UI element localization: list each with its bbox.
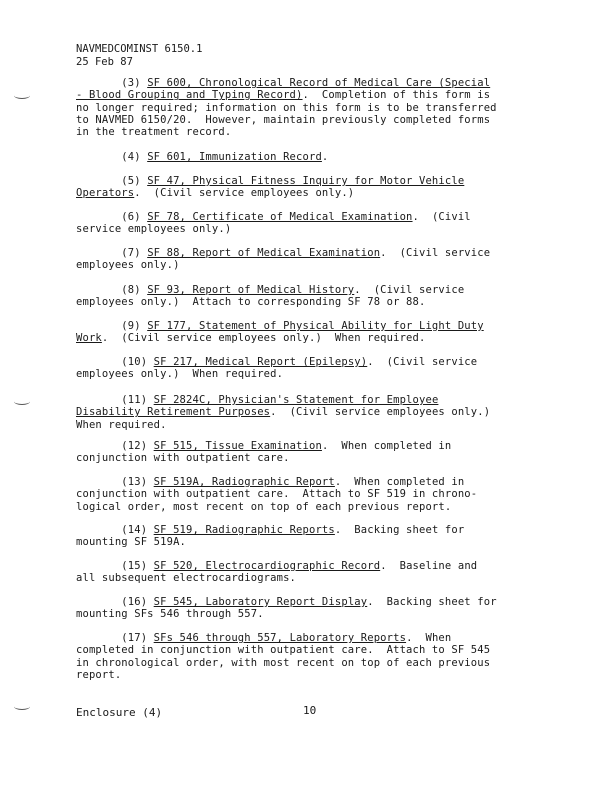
item-paragraph	[76, 151, 546, 163]
item-number: (7)	[76, 247, 148, 259]
item-text: mounting SF 519A.	[76, 536, 187, 549]
item-text: . When completed in	[321, 440, 452, 452]
item-number: (16)	[76, 596, 154, 608]
item-paragraph	[76, 175, 546, 200]
item-number: (12)	[76, 440, 154, 452]
item-text: . Backing sheet for	[334, 524, 465, 536]
form-title: SF 93, Report of Medical History	[147, 284, 355, 296]
form-title: SF 78, Certificate of Medical Examination	[147, 211, 413, 223]
page-number: 10	[303, 704, 317, 717]
item-text: report.	[76, 668, 122, 681]
item-text: logical order, most recent on top of each previous report.	[76, 500, 452, 513]
item-text: conjunction with outpatient care.	[76, 452, 290, 465]
item-number: (10)	[76, 356, 154, 368]
form-title: SF 2824C, Physician's Statement for Employee	[153, 394, 439, 406]
form-title: SF 545, Laboratory Report Display	[153, 596, 368, 608]
item-number: (9)	[76, 320, 148, 332]
item-text: all subsequent electrocardiograms.	[76, 572, 297, 585]
binder-hole-mark	[14, 398, 30, 405]
item-text: When required.	[76, 418, 167, 431]
item-paragraph	[76, 440, 546, 465]
item-text: in the treatment record.	[76, 126, 232, 139]
item-number: (11)	[76, 394, 154, 406]
item-text: conjunction with outpatient care. Attach to SF 519 in chrono-	[76, 488, 478, 501]
item-number: (4)	[76, 151, 148, 163]
item-text: completed in conjunction with outpatient care. Attach to SF 545	[76, 644, 491, 657]
item-number: (8)	[76, 284, 148, 296]
item-paragraph	[76, 247, 546, 272]
form-title: Work	[76, 332, 102, 345]
form-title: SF 47, Physical Fitness Inquiry for Motor Vehicle	[147, 175, 465, 187]
item-text: mounting SFs 546 through 557.	[76, 608, 264, 621]
item-paragraph	[76, 632, 546, 681]
form-title: SF 519, Radiographic Reports	[153, 524, 335, 536]
item-number: (13)	[76, 476, 154, 488]
item-text: . (Civil service employees only.)	[270, 406, 491, 419]
form-title: SF 601, Immunization Record	[147, 151, 322, 163]
form-title: Disability Retirement Purposes	[76, 406, 271, 419]
item-text: to NAVMED 6150/20. However, maintain previously completed forms	[76, 113, 491, 126]
document-date: 25 Feb 87	[76, 56, 133, 68]
item-paragraph	[76, 284, 546, 309]
item-text: . (Civil service employees only.) When required.	[101, 332, 426, 345]
item-paragraph	[76, 77, 546, 138]
item-number: (15)	[76, 560, 154, 572]
form-title: SF 520, Electrocardiographic Record	[153, 560, 381, 572]
item-text: . Completion of this form is	[302, 89, 491, 102]
item-text: in chronological order, with most recent on top of each previous	[76, 656, 491, 669]
item-text: . Backing sheet for	[367, 596, 497, 608]
item-text: . (Civil	[412, 211, 471, 223]
item-text: employees only.) Attach to corresponding SF 78 or 88.	[76, 296, 426, 309]
item-number: (14)	[76, 524, 154, 536]
item-paragraph	[76, 560, 546, 585]
form-title: SF 88, Report of Medical Examination	[147, 247, 381, 259]
item-text: service employees only.)	[76, 223, 232, 236]
form-title: SF 177, Statement of Physical Ability for Light Duty	[147, 320, 484, 332]
form-title: Operators	[76, 187, 135, 200]
item-text: .	[321, 151, 329, 163]
item-number: (17)	[76, 632, 154, 644]
item-number: (5)	[76, 175, 148, 187]
item-text: . When completed in	[334, 476, 465, 488]
item-number: (3)	[76, 77, 148, 89]
item-paragraph	[76, 211, 546, 236]
item-text: . (Civil service	[367, 356, 478, 368]
item-paragraph	[76, 356, 546, 381]
item-text: no longer required; information on this form is to be transferred	[76, 101, 497, 114]
form-title: SF 515, Tissue Examination	[153, 440, 322, 452]
item-paragraph	[76, 394, 546, 431]
binder-hole-mark	[14, 92, 30, 99]
item-paragraph	[76, 524, 546, 549]
form-title: SF 217, Medical Report (Epilepsy)	[153, 356, 368, 368]
binder-hole-mark	[14, 703, 30, 710]
form-title: SFs 546 through 557, Laboratory Reports	[153, 632, 407, 644]
instruction-number: NAVMEDCOMINST 6150.1	[76, 43, 203, 55]
item-text: . When	[406, 632, 452, 644]
form-title: - Blood Grouping and Typing Record)	[76, 89, 303, 102]
item-text: . (Civil service	[380, 247, 491, 259]
form-title: SF 519A, Radiographic Report	[153, 476, 335, 488]
item-text: . Baseline and	[380, 560, 478, 572]
item-text: . (Civil service	[354, 284, 465, 296]
form-title: SF 600, Chronological Record of Medical Care (Special	[147, 77, 491, 89]
item-text: employees only.) When required.	[76, 368, 284, 381]
item-text: . (Civil service employees only.)	[134, 187, 355, 200]
item-paragraph	[76, 596, 546, 621]
item-number: (6)	[76, 211, 148, 223]
item-text: employees only.)	[76, 259, 180, 272]
item-paragraph	[76, 320, 546, 345]
enclosure-label: Enclosure (4)	[76, 706, 163, 719]
item-paragraph	[76, 476, 546, 513]
